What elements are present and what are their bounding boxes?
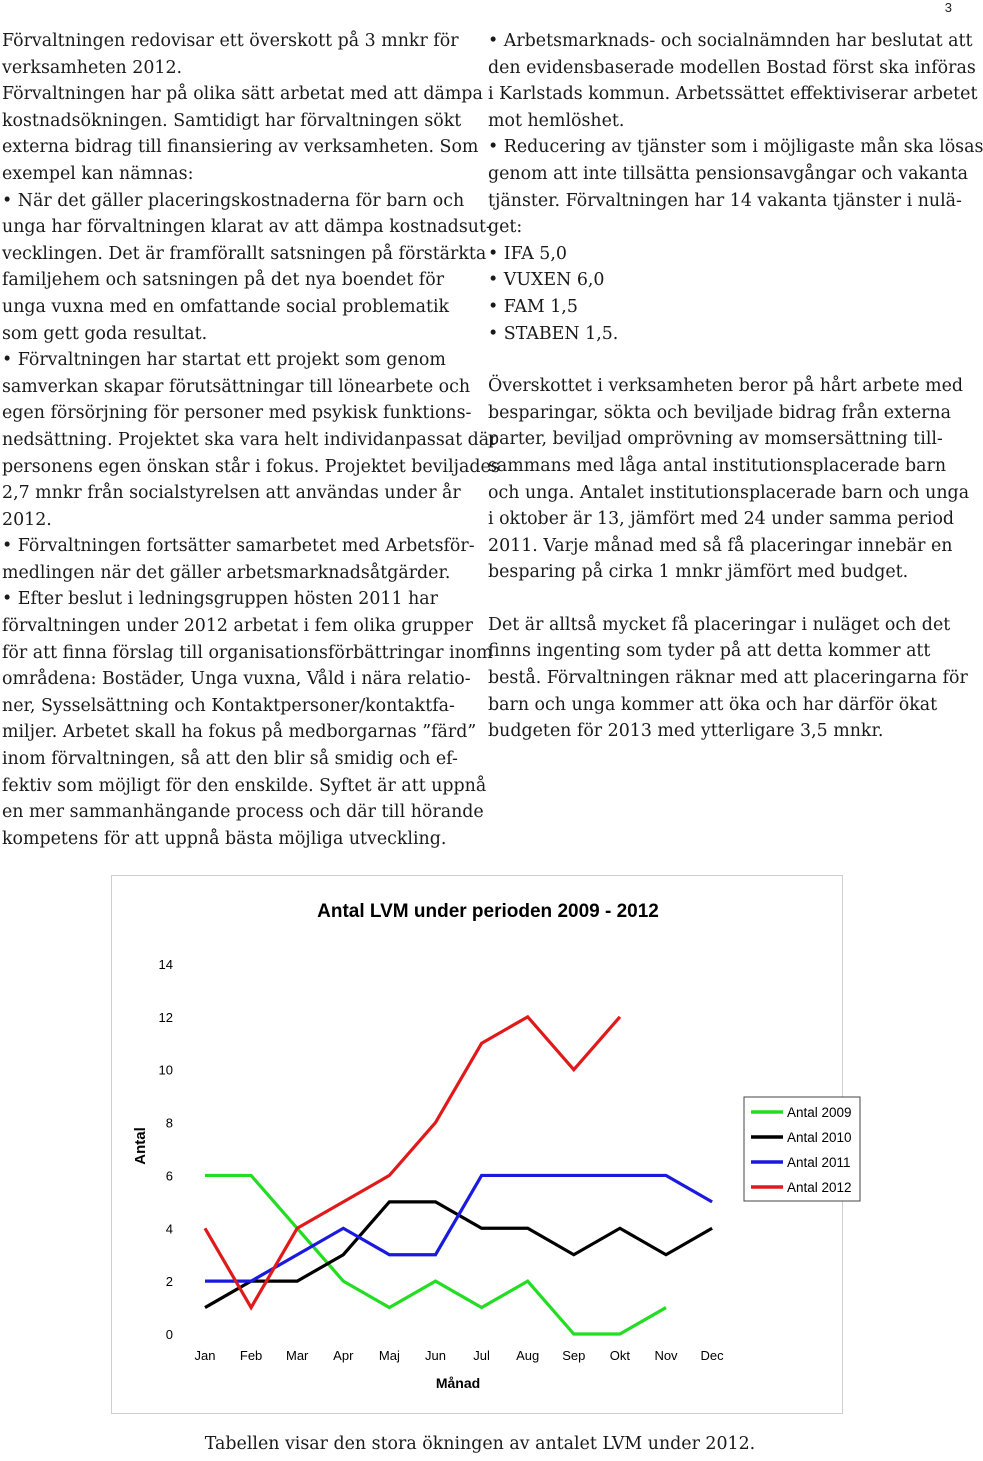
text-line: • När det gäller placeringskostnaderna för barn och (2, 190, 465, 211)
text-line: Förvaltningen har på olika sätt arbetat med att dämpa (2, 84, 483, 105)
text-line: • Förvaltningen fortsätter samarbetet med Arbetsför- (2, 536, 475, 557)
text-line: samverkan skapar förutsättningar till lönearbete och (2, 376, 471, 397)
text-line: i oktober är 13, jämfört med 24 under samma period (488, 509, 955, 530)
y-tick-label: 10 (158, 1062, 173, 1078)
lvm-chart-svg (112, 876, 852, 1413)
x-tick-label: Maj (378, 1348, 400, 1363)
text-line: besparing på cirka 1 mnkr jämfört med budget. (488, 562, 909, 583)
text-line: • IFA 5,0 (488, 243, 567, 264)
text-line: exempel kan nämnas: (2, 163, 194, 184)
text-line: • Arbetsmarknads- och socialnämnden har beslutat att (488, 31, 973, 51)
series-line-3 (205, 1175, 712, 1281)
text-line: områdena: Bostäder, Unga vuxna, Våld i nära relatio- (2, 669, 471, 690)
text-line: sammans med låga antal institutionsplacerade barn (488, 455, 947, 476)
page-number: 3 (944, 0, 952, 15)
text-line: parter, beviljad omprövning av momsersättning till- (488, 429, 943, 450)
text-line: personens egen önskan står i fokus. Projektet beviljades (2, 456, 500, 477)
chart-x-ticks (195, 1348, 725, 1363)
text-line: • Förvaltningen har startat ett projekt som genom (2, 350, 446, 371)
y-tick-label: 2 (165, 1274, 173, 1290)
text-line: kostnadsökningen. Samtidigt har förvaltningen sökt (2, 110, 462, 131)
text-line: externa bidrag till finansiering av verksamheten. Som (2, 137, 479, 158)
text-line: • STABEN 1,5. (488, 323, 619, 344)
x-tick-label: Apr (333, 1348, 354, 1363)
y-tick-label: 0 (165, 1327, 173, 1342)
text-line: get: (488, 217, 523, 238)
x-tick-label: Jun (425, 1348, 446, 1363)
text-line: tjänster. Förvaltningen har 14 vakanta tjänster i nulä- (488, 190, 962, 211)
text-line: verksamheten 2012. (2, 57, 183, 78)
text-line: en mer sammanhängande process och där till hörande (2, 802, 484, 823)
chart-x-axis-label: Månad (435, 1375, 481, 1391)
text-line: barn och unga kommer att öka och har därför ökat (488, 694, 938, 715)
y-tick-label: 8 (165, 1115, 173, 1131)
legend-label: Antal 2010 (787, 1130, 852, 1145)
text-line: förvaltningen under 2012 arbetat i fem olika grupper (2, 616, 473, 637)
text-line: • FAM 1,5 (488, 296, 578, 317)
chart-y-axis-label: Antal (132, 1127, 149, 1165)
text-line: bestå. Förvaltningen räknar med att placeringarna för (488, 668, 968, 689)
text-line: i Karlstads kommun. Arbetssättet effektiviserar arbetet (488, 84, 978, 105)
paragraph-surplus (488, 373, 970, 586)
text-line: 2011. Varje månad med så få placeringar innebär en (488, 535, 953, 556)
text-line: finns ingenting som tyder på att detta kommer att (488, 641, 931, 662)
text-line: • VUXEN 6,0 (488, 270, 605, 291)
y-tick-label: 4 (165, 1221, 173, 1237)
text-line: Förvaltningen redovisar ett överskott på 3 mnkr för (2, 31, 459, 51)
right-column (488, 28, 983, 745)
left-column (2, 28, 500, 852)
paragraph-measures (488, 28, 983, 347)
chart-legend (744, 1097, 860, 1201)
text-line: Överskottet i verksamheten beror på hårt arbete med (488, 376, 964, 397)
text-line: inom förvaltningen, så att den blir så smidig och ef- (2, 749, 458, 770)
chart-series-lines (205, 1017, 712, 1334)
paragraph-outlook (488, 612, 968, 745)
text-line: för att finna förslag till organisationsförbättringar inom (2, 642, 493, 663)
legend-label: Antal 2009 (787, 1105, 852, 1120)
text-line: budgeten för 2013 med ytterligare 3,5 mnkr. (488, 721, 884, 742)
legend-label: Antal 2011 (787, 1155, 851, 1170)
text-line: vecklingen. Det är framförallt satsningen på förstärkta (2, 243, 487, 264)
text-line: Det är alltså mycket få placeringar i nuläget och det (488, 614, 951, 635)
chart-caption: Tabellen visar den stora ökningen av antalet LVM under 2012. (204, 1434, 756, 1454)
text-line: fektiv som möjligt för den enskilde. Syftet är att uppnå (2, 775, 487, 796)
text-line: besparingar, sökta och beviljade bidrag från externa (488, 402, 951, 423)
x-tick-label: Jul (473, 1348, 490, 1363)
text-line: genom att inte tillsätta pensionsavgångar och vakanta (488, 163, 968, 184)
x-tick-label: Mar (286, 1348, 309, 1363)
text-line: kompetens för att uppnå bästa möjliga utveckling. (2, 828, 447, 849)
paragraph-overview (2, 28, 500, 852)
x-tick-label: Jan (194, 1348, 216, 1363)
text-line: unga vuxna med en omfattande social problematik (2, 296, 450, 317)
text-line: den evidensbaserade modellen Bostad först ska införas (488, 57, 976, 78)
chart-y-ticks (159, 957, 173, 1342)
text-line: mot hemlöshet. (488, 110, 625, 131)
y-tick-label: 12 (158, 1009, 173, 1025)
x-tick-label: Okt (609, 1348, 631, 1363)
y-tick-label: 6 (165, 1168, 173, 1184)
text-line: som gett goda resultat. (2, 323, 208, 344)
lvm-chart (111, 875, 852, 1414)
x-tick-label: Dec (700, 1348, 724, 1363)
text-line: • Reducering av tjänster som i möjligaste mån ska lösas (488, 137, 983, 158)
text-line: miljer. Arbetet skall ha fokus på medborgarnas ”färd” (2, 722, 477, 743)
text-line: familjehem och satsningen på det nya boendet för (2, 270, 445, 291)
text-line: • Efter beslut i ledningsgruppen hösten 2011 har (2, 589, 438, 610)
series-line-4 (205, 1017, 620, 1308)
text-line: medlingen när det gäller arbetsmarknadsåtgärder. (2, 562, 451, 583)
text-line: 2012. (2, 509, 52, 530)
x-tick-label: Nov (654, 1348, 678, 1363)
y-tick-label: 14 (158, 957, 173, 972)
x-tick-label: Feb (239, 1348, 263, 1363)
text-line: egen försörjning för personer med psykisk funktions- (2, 403, 472, 424)
text-line: unga har förvaltningen klarat av att dämpa kostnadsut- (2, 217, 492, 238)
text-line: 2,7 mnkr från socialstyrelsen att användas under år (2, 483, 461, 504)
x-tick-label: Sep (562, 1348, 586, 1363)
text-line: ner, Sysselsättning och Kontaktpersoner/kontaktfa- (2, 695, 455, 716)
legend-label: Antal 2012 (787, 1180, 852, 1195)
text-line: nedsättning. Projektet ska vara helt individanpassat där (2, 429, 498, 450)
x-tick-label: Aug (516, 1348, 540, 1363)
chart-title: Antal LVM under perioden 2009 - 2012 (317, 901, 659, 922)
text-line: och unga. Antalet institutionsplacerade barn och unga (488, 482, 970, 503)
